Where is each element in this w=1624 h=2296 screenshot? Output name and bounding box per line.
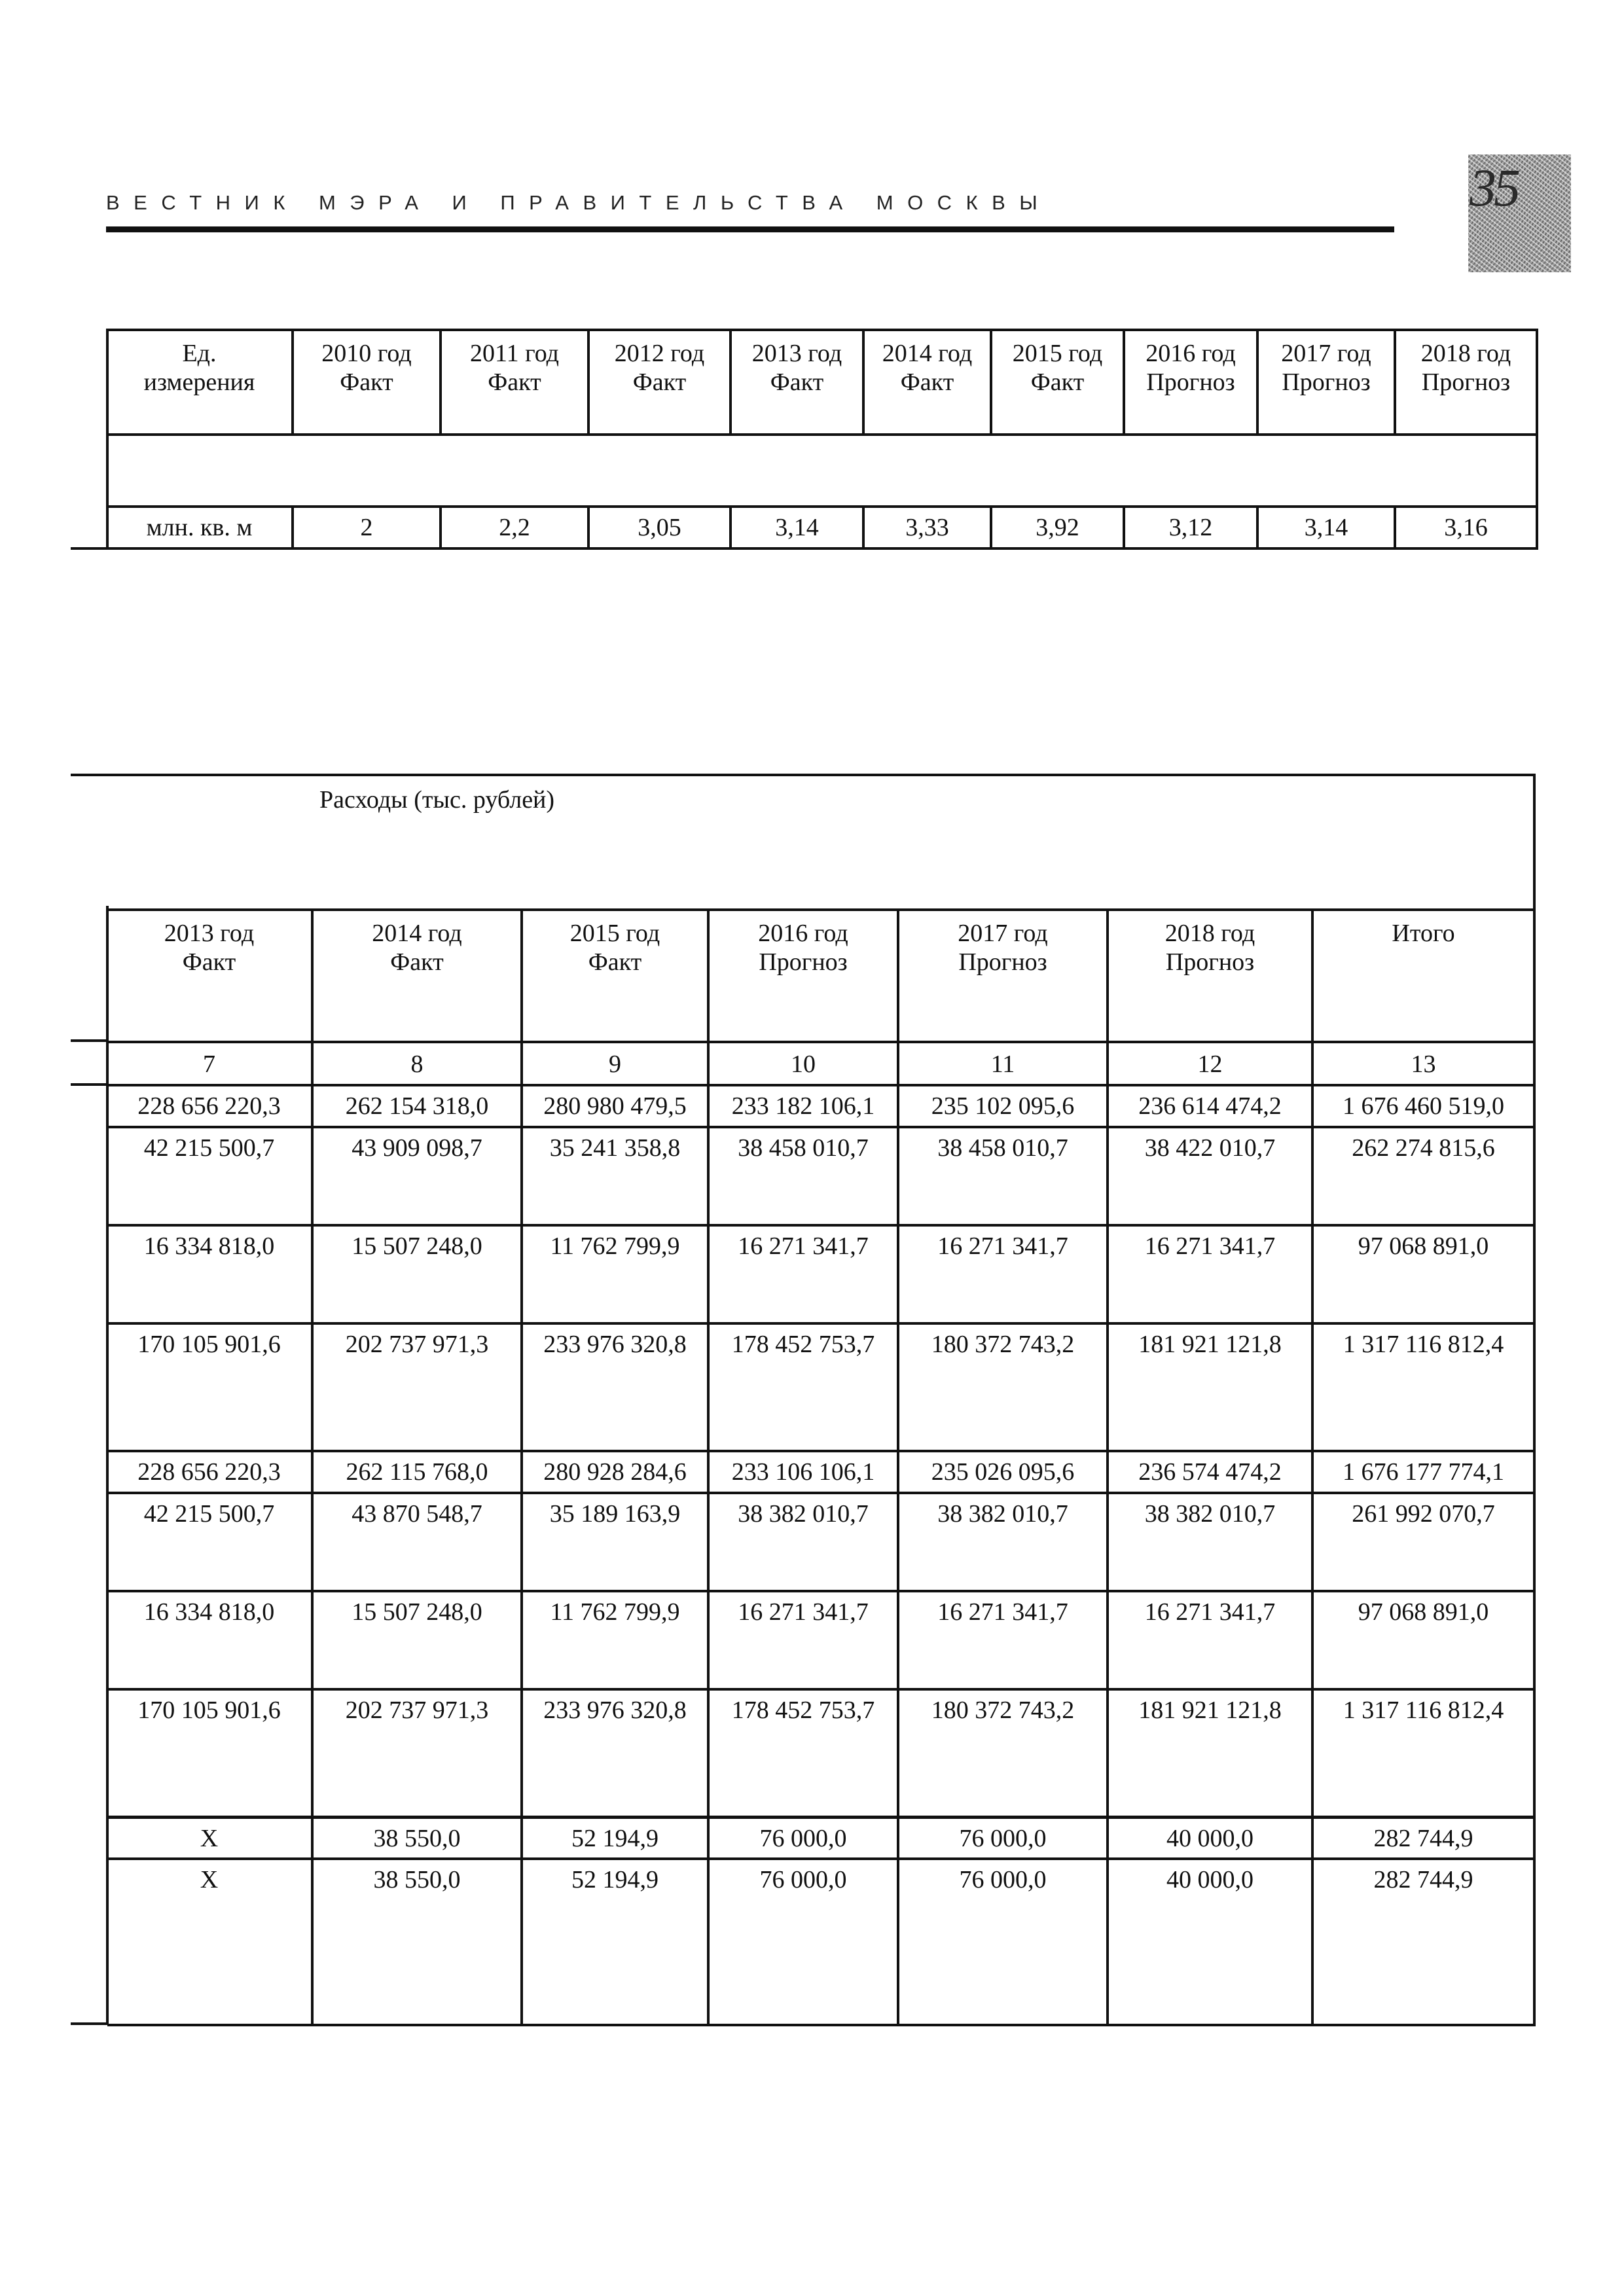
table2-body xyxy=(107,1085,1534,2025)
table1-value-2017: 3,14 xyxy=(1257,507,1395,548)
table1-header-2014: 2014 год Факт xyxy=(863,330,991,435)
table-cell: 1 317 116 812,4 xyxy=(1312,1689,1534,1817)
table-cell: 43 909 098,7 xyxy=(312,1127,522,1225)
table-cell: 228 656 220,3 xyxy=(107,1451,312,1493)
table2-colnum: 10 xyxy=(708,1042,898,1085)
table-cell: 16 271 341,7 xyxy=(898,1591,1108,1689)
table-row xyxy=(107,1817,1534,1859)
table1-value-2012: 3,05 xyxy=(588,507,731,548)
table1-bottom-stub-line xyxy=(71,547,109,550)
table1-header-2011: 2011 год Факт xyxy=(441,330,588,435)
table-cell: 11 762 799,9 xyxy=(522,1225,708,1323)
table-row xyxy=(107,1859,1534,2025)
table-cell: 178 452 753,7 xyxy=(708,1323,898,1451)
table-cell: 40 000,0 xyxy=(1108,1859,1312,2025)
table-cell: 180 372 743,2 xyxy=(898,1689,1108,1817)
table-cell: 16 271 341,7 xyxy=(1108,1591,1312,1689)
table1-section-row xyxy=(107,435,1537,507)
table2-column-numbers-row xyxy=(107,1042,1534,1085)
table-cell: 233 106 106,1 xyxy=(708,1451,898,1493)
table1-value-2010: 2 xyxy=(293,507,441,548)
table-cell: 170 105 901,6 xyxy=(107,1689,312,1817)
table-cell: 76 000,0 xyxy=(898,1817,1108,1859)
table-cell: 170 105 901,6 xyxy=(107,1323,312,1451)
table1-header-unit: Ед. измерения xyxy=(107,330,293,435)
table1-header-row xyxy=(107,330,1537,435)
table1-header-2018: 2018 год Прогноз xyxy=(1395,330,1537,435)
table-cell: 42 215 500,7 xyxy=(107,1127,312,1225)
table2-header-row xyxy=(107,910,1534,1042)
table1-value-2015: 3,92 xyxy=(991,507,1124,548)
table-row xyxy=(107,1225,1534,1323)
table1-header-2012: 2012 год Факт xyxy=(588,330,731,435)
publication-title: ВЕСТНИК МЭРА И ПРАВИТЕЛЬСТВА МОСКВЫ xyxy=(106,191,1052,214)
table1-value-2016: 3,12 xyxy=(1124,507,1257,548)
table-row xyxy=(107,1323,1534,1451)
table-cell: 181 921 121,8 xyxy=(1108,1323,1312,1451)
table1-value-2014: 3,33 xyxy=(863,507,991,548)
table-row xyxy=(107,1085,1534,1127)
table2 xyxy=(107,774,1536,2026)
table1-data-row xyxy=(107,507,1537,548)
table-cell: 16 334 818,0 xyxy=(107,1591,312,1689)
table1-section-cell xyxy=(107,435,1537,507)
table2-header-2014: 2014 год Факт xyxy=(312,910,522,1042)
table-cell: 261 992 070,7 xyxy=(1312,1493,1534,1591)
page-number: 35 xyxy=(1470,158,1518,217)
table-cell: 38 382 010,7 xyxy=(898,1493,1108,1591)
table-cell: 233 976 320,8 xyxy=(522,1323,708,1451)
table2-header-2018: 2018 год Прогноз xyxy=(1108,910,1312,1042)
table-cell: 38 458 010,7 xyxy=(898,1127,1108,1225)
table-cell: 16 271 341,7 xyxy=(708,1591,898,1689)
table2-header-2017: 2017 год Прогноз xyxy=(898,910,1108,1042)
table-cell: 76 000,0 xyxy=(708,1859,898,2025)
header-rule xyxy=(106,226,1394,232)
table2-colnum-stub-line-bottom xyxy=(71,1083,109,1086)
table1-header-2017: 2017 год Прогноз xyxy=(1257,330,1395,435)
table-row xyxy=(107,1451,1534,1493)
table-cell: 282 744,9 xyxy=(1312,1817,1534,1859)
table-cell: Х xyxy=(107,1817,312,1859)
table1-header-2015: 2015 год Факт xyxy=(991,330,1124,435)
table-cell: 262 115 768,0 xyxy=(312,1451,522,1493)
table-cell: 1 676 460 519,0 xyxy=(1312,1085,1534,1127)
table-cell: 202 737 971,3 xyxy=(312,1689,522,1817)
table-cell: 235 026 095,6 xyxy=(898,1451,1108,1493)
table-cell: 38 382 010,7 xyxy=(708,1493,898,1591)
table-cell: 1 317 116 812,4 xyxy=(1312,1323,1534,1451)
table-cell: 16 271 341,7 xyxy=(898,1225,1108,1323)
table1-header-2013: 2013 год Факт xyxy=(731,330,863,435)
table-cell: 16 271 341,7 xyxy=(708,1225,898,1323)
table-cell: 233 976 320,8 xyxy=(522,1689,708,1817)
table2-header-2015: 2015 год Факт xyxy=(522,910,708,1042)
table-cell: 38 458 010,7 xyxy=(708,1127,898,1225)
table-cell: 52 194,9 xyxy=(522,1817,708,1859)
table-cell: 1 676 177 774,1 xyxy=(1312,1451,1534,1493)
table-row xyxy=(107,1127,1534,1225)
table-cell: 280 928 284,6 xyxy=(522,1451,708,1493)
table-cell: 16 334 818,0 xyxy=(107,1225,312,1323)
page-number-badge xyxy=(1468,154,1571,272)
table1-value-2011: 2,2 xyxy=(441,507,588,548)
table-row xyxy=(107,1493,1534,1591)
table-cell: 280 980 479,5 xyxy=(522,1085,708,1127)
table-cell: 15 507 248,0 xyxy=(312,1591,522,1689)
table1 xyxy=(107,329,1538,550)
table-cell: 38 382 010,7 xyxy=(1108,1493,1312,1591)
table-cell: 35 189 163,9 xyxy=(522,1493,708,1591)
table2-colnum: 9 xyxy=(522,1042,708,1085)
table-cell: 178 452 753,7 xyxy=(708,1689,898,1817)
table-cell: 52 194,9 xyxy=(522,1859,708,2025)
table2-colnum-stub-line-top xyxy=(71,1039,109,1042)
table-cell: 40 000,0 xyxy=(1108,1817,1312,1859)
table-cell: 180 372 743,2 xyxy=(898,1323,1108,1451)
table-cell: 38 550,0 xyxy=(312,1859,522,2025)
table1-header-2016: 2016 год Прогноз xyxy=(1124,330,1257,435)
table-cell: 43 870 548,7 xyxy=(312,1493,522,1591)
table2-colnum: 13 xyxy=(1312,1042,1534,1085)
table-cell: 235 102 095,6 xyxy=(898,1085,1108,1127)
table2-colnum: 7 xyxy=(107,1042,312,1085)
table2-colnum: 12 xyxy=(1108,1042,1312,1085)
table-cell: 262 154 318,0 xyxy=(312,1085,522,1127)
table2-top-stub-line xyxy=(71,774,109,776)
table1-value-2013: 3,14 xyxy=(731,507,863,548)
table-cell: 38 422 010,7 xyxy=(1108,1127,1312,1225)
table-row xyxy=(107,1591,1534,1689)
table-cell: 35 241 358,8 xyxy=(522,1127,708,1225)
table2-caption-row xyxy=(107,775,1534,910)
table-cell: 11 762 799,9 xyxy=(522,1591,708,1689)
table2-bottom-stub-line xyxy=(71,2022,109,2025)
table-cell: 236 574 474,2 xyxy=(1108,1451,1312,1493)
table-row xyxy=(107,1689,1534,1817)
table2-header-total: Итого xyxy=(1312,910,1534,1042)
table-cell: 15 507 248,0 xyxy=(312,1225,522,1323)
table-cell: 38 550,0 xyxy=(312,1817,522,1859)
table2-header-2016: 2016 год Прогноз xyxy=(708,910,898,1042)
table-cell: 97 068 891,0 xyxy=(1312,1225,1534,1323)
table1-unit-cell: млн. кв. м xyxy=(107,507,293,548)
table-cell: 262 274 815,6 xyxy=(1312,1127,1534,1225)
table2-caption: Расходы (тыс. рублей) xyxy=(107,775,1534,910)
table-cell: 181 921 121,8 xyxy=(1108,1689,1312,1817)
table1-value-2018: 3,16 xyxy=(1395,507,1537,548)
table2-colnum: 11 xyxy=(898,1042,1108,1085)
table2-header-2013: 2013 год Факт xyxy=(107,910,312,1042)
table2-colnum: 8 xyxy=(312,1042,522,1085)
table-cell: 228 656 220,3 xyxy=(107,1085,312,1127)
table1-header-2010: 2010 год Факт xyxy=(293,330,441,435)
table-cell: 97 068 891,0 xyxy=(1312,1591,1534,1689)
table-cell: 236 614 474,2 xyxy=(1108,1085,1312,1127)
table-cell: 282 744,9 xyxy=(1312,1859,1534,2025)
table-cell: 76 000,0 xyxy=(708,1817,898,1859)
table-cell: 76 000,0 xyxy=(898,1859,1108,2025)
table-cell: 16 271 341,7 xyxy=(1108,1225,1312,1323)
table-cell: Х xyxy=(107,1859,312,2025)
table-cell: 42 215 500,7 xyxy=(107,1493,312,1591)
table-cell: 233 182 106,1 xyxy=(708,1085,898,1127)
table-cell: 202 737 971,3 xyxy=(312,1323,522,1451)
